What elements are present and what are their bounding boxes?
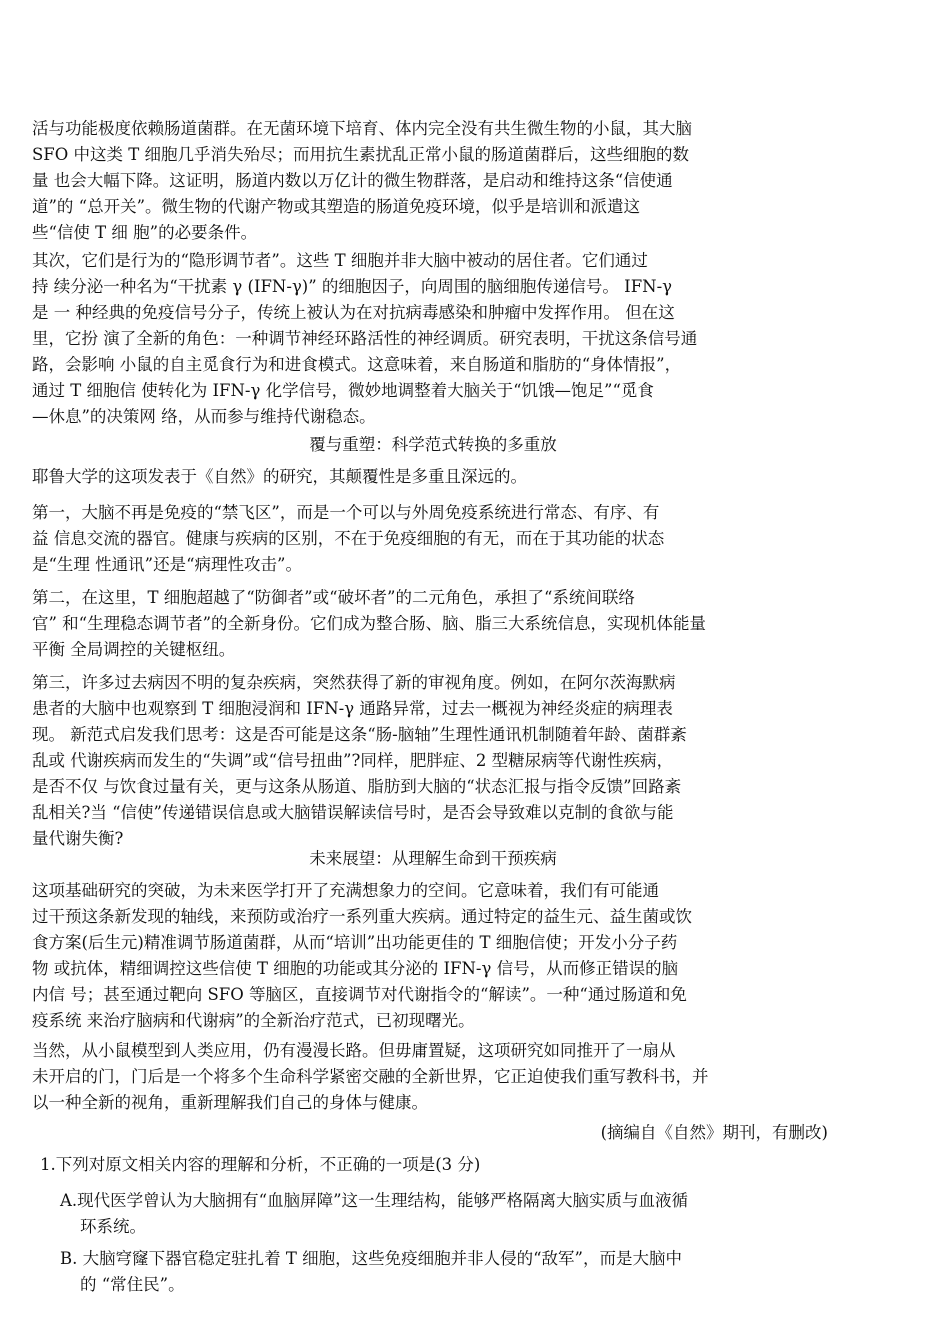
text-line: 活与功能极度依赖肠道菌群。在无菌环境下培育、体内完全没有共生微生物的小鼠，其大脑 [32, 119, 692, 138]
text-line: —休息”的决策网 络，从而参与维持代谢稳态。 [32, 407, 376, 426]
text-line: 这项基础研究的突破，为未来医学打开了充满想象力的空间。它意味着，我们有可能通 [32, 881, 659, 900]
option-line: 的 “常住民”。 [80, 1275, 185, 1294]
text-line: 量代谢失衡? [32, 829, 124, 848]
text-line: 道”的 “总开关”。微生物的代谢产物或其塑造的肠道免疫环境，似乎是培训和派遣这 [32, 197, 641, 216]
text-line: 是 一 种经典的免疫信号分子，传统上被认为在对抗病毒感染和肿瘤中发挥作用。 但在这 [32, 303, 675, 322]
text-line: 现。 新范式启发我们思考：这是否可能是这条“肠-脑轴”生理性通讯机制随着年龄、菌群紊 [32, 725, 687, 744]
text-line: 当然，从小鼠模型到人类应用，仍有漫漫长路。但毋庸置疑，这项研究如同推开了一扇从 [32, 1041, 676, 1060]
text-line: 乱相关?当 “信使”传递错误信息或大脑错误解读信号时，是否会导致难以克制的食欲与能 [32, 803, 674, 822]
paragraph-2 [32, 248, 832, 430]
paragraph-7 [32, 878, 832, 1034]
section-heading-3: 未来展望：从理解生命到干预疾病 [309, 849, 557, 868]
question-option-b [60, 1246, 850, 1298]
text-line: 平衡 全局调控的关键枢纽。 [32, 640, 236, 659]
text-line: 里，它扮 演了全新的角色：一种调节神经环路活性的神经调质。研究表明，干扰这条信号通 [32, 329, 698, 348]
text-line: 患者的大脑中也观察到 T 细胞浸润和 IFN-γ 通路异常，过去一概视为神经炎症的病理表 [32, 699, 673, 718]
text-line: 益 信息交流的器官。健康与疾病的区别，不在于免疫细胞的有无，而在于其功能的状态 [32, 529, 665, 548]
text-line: 过干预这条新发现的轴线，来预防或治疗一系列重大疾病。通过特定的益生元、益生菌或饮 [32, 907, 692, 926]
question-option-a [60, 1188, 850, 1240]
paragraph-1 [32, 116, 832, 246]
text-line: 未开启的门，门后是一个将多个生命科学紧密交融的全新世界，它正迫使我们重写教科书，并 [32, 1067, 709, 1086]
question-stem: 1.下列对原文相关内容的理解和分析，不正确的一项是(3 分) [40, 1155, 481, 1174]
paragraph-3 [32, 464, 832, 490]
text-line: 内信 号；甚至通过靶向 SFO 等脑区，直接调节对代谢指令的“解读”。一种“通过肠道和免 [32, 985, 687, 1004]
paragraph-6 [32, 670, 832, 852]
text-line: 耶鲁大学的这项发表于《自然》的研究，其颠覆性是多重且深远的。 [32, 467, 527, 486]
text-line: 第一，大脑不再是免疫的“禁飞区”，而是一个可以与外周免疫系统进行常态、有序、有 [32, 503, 660, 522]
section-heading-2: 覆与重塑：科学范式转换的多重放 [309, 435, 557, 454]
text-line: 官” 和“生理稳态调节者”的全新身份。它们成为整合肠、脑、脂三大系统信息，实现机体能量 [32, 614, 707, 633]
text-line: 乱或 代谢疾病而发生的“失调”或“信号扭曲”?同样，肥胖症、2 型糖尿病等代谢性疾病， [32, 751, 674, 770]
paragraph-5 [32, 585, 832, 663]
text-line: 以一种全新的视角，重新理解我们自己的身体与健康。 [32, 1093, 428, 1112]
text-line: 持 续分泌一种名为“干扰素 γ (IFN-γ)” 的细胞因子，向周围的脑细胞传递信号。 IFN-γ [32, 277, 673, 296]
text-line: 路，会影响 小鼠的自主觅食行为和进食模式。这意味着，来自肠道和脂肪的“身体情报”， [32, 355, 682, 374]
paragraph-8 [32, 1038, 832, 1116]
text-line: SFO 中这类 T 细胞几乎消失殆尽；而用抗生素扰乱正常小鼠的肠道菌群后，这些细胞的数 [32, 145, 690, 164]
text-line: 其次，它们是行为的“隐形调节者”。这些 T 细胞并非大脑中被动的居住者。它们通过 [32, 251, 648, 270]
paragraph-4 [32, 500, 832, 578]
option-line: 环系统。 [80, 1217, 146, 1236]
text-line: 是“生理 性通讯”还是“病理性攻击”。 [32, 555, 302, 574]
text-line: 量 也会大幅下降。这证明，肠道内数以万亿计的微生物群落，是启动和维持这条“信使通 [32, 171, 673, 190]
text-line: 物 或抗体，精细调控这些信使 T 细胞的功能或其分泌的 IFN-γ 信号，从而修正错误的脑 [32, 959, 679, 978]
text-line: 些“信使 T 细 胞”的必要条件。 [32, 223, 258, 242]
text-line: 第三，许多过去病因不明的复杂疾病，突然获得了新的审视角度。例如，在阿尔茨海默病 [32, 673, 676, 692]
text-line: 疫系统 来治疗脑病和代谢病”的全新治疗范式，已初现曙光。 [32, 1011, 475, 1030]
text-line: 第二，在这里，T 细胞超越了“防御者”或“破坏者”的二元角色，承担了“系统间联络 [32, 588, 635, 607]
option-line: A.现代医学曾认为大脑拥有“血脑屏障”这一生理结构，能够严格隔离大脑实质与血液循 [60, 1191, 689, 1210]
source-citation: (摘编自《自然》期刊，有删改) [600, 1123, 828, 1142]
text-line: 是否不仅 与饮食过量有关，更与这条从肠道、脂肪到大脑的“状态汇报与指令反馈”回路紊 [32, 777, 682, 796]
option-line: B. 大脑穹窿下器官稳定驻扎着 T 细胞，这些免疫细胞并非人侵的“敌军”，而是大脑中 [60, 1249, 682, 1268]
text-line: 通过 T 细胞信 使转化为 IFN-γ 化学信号，微妙地调整着大脑关于“饥饿—饱足”“觅食 [32, 381, 654, 400]
text-line: 食方案(后生元)精准调节肠道菌群，从而“培训”出功能更佳的 T 细胞信使；开发小分子药 [32, 933, 678, 952]
